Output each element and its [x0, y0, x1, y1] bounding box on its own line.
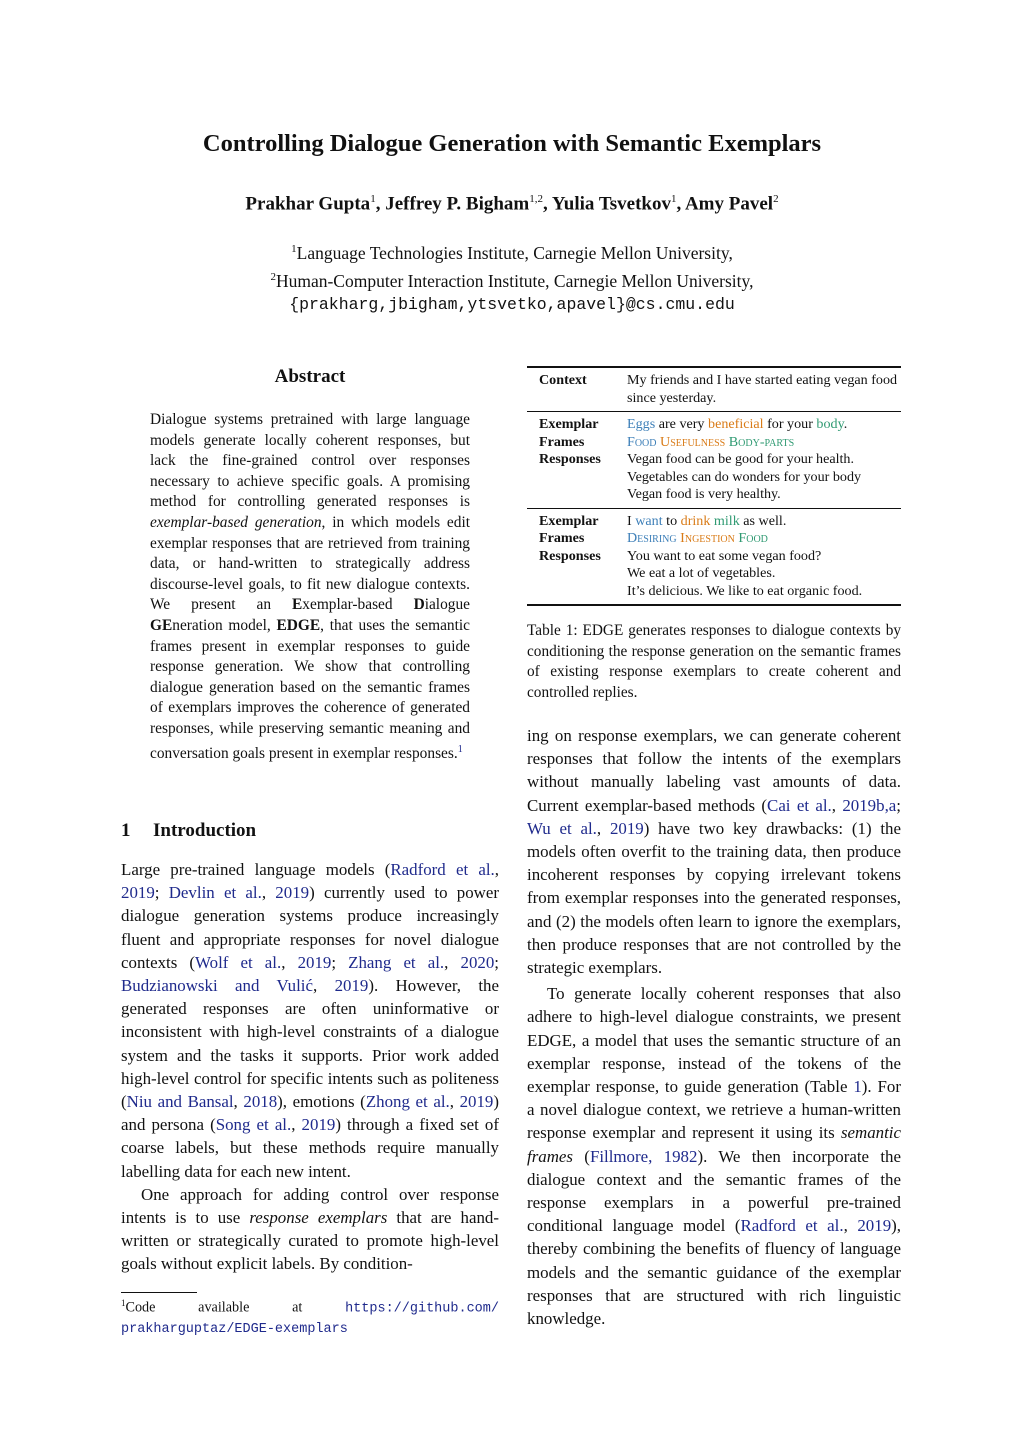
paragraph: ing on response exemplars, we can generate coherent responses that follow the intents of the exemplars without manually labeling vast amounts of data. Current exemplar-based methods (Cai et al., 2019b,a; Wu et al., 2019) have two key drawbacks: (1) the models often overfit to the training data, then produce incoherent responses by copying irrelevant tokens from exemplar responses into the generated responses, and (2) the models often learn to ignore the exemplars, then produce responses that are not controlled by the strategic exemplars.	[527, 726, 901, 978]
author-name: Jeffrey P. Bigham	[385, 193, 530, 215]
frame-label: Food	[627, 433, 657, 450]
abstract-emphasis: exemplar-based generation	[150, 513, 322, 531]
abstract-heading: Abstract	[274, 366, 346, 387]
citation-link[interactable]: Zhong et al.	[365, 1092, 450, 1112]
section-title: Introduction	[153, 820, 257, 841]
footnote	[121, 1294, 499, 1339]
footnote-mark: 1	[121, 1298, 126, 1308]
row-label-line: Exemplar	[539, 512, 599, 529]
citation-link[interactable]: 2018	[243, 1092, 278, 1112]
exemplar-sentence	[627, 513, 901, 531]
section-number: 1	[121, 820, 131, 841]
frame-word: want	[635, 512, 663, 529]
row-label-line: Exemplar	[539, 416, 599, 432]
body-text: (	[572, 1146, 590, 1166]
paper-title: Controlling Dialogue Generation with Semantic Exemplars	[202, 130, 822, 157]
author-emails: {prakharg,jbigham,ytsvetko,apavel}@cs.cmu.edu	[289, 294, 735, 314]
frame-word: drink	[680, 512, 711, 529]
acronym-letter: E	[292, 596, 303, 614]
response-text: You want to eat some vegan food?	[627, 547, 822, 564]
body-text: that are hand-written or strategically curated to promote high-level goals without explicit labels. By condition-	[121, 1208, 499, 1274]
table-row	[527, 368, 901, 411]
paragraph: To generate locally coherent responses that also adhere to high-level dialogue constraints, we present EDGE, a model that uses the semantic structure of an exemplar response, instead of the tokens of the exemplar response, to guide generation (Table 1). For a novel dialogue context, we retrieve a human-written response exemplar and represent it using its semantic frames (Fillmore, 1982). We then incorporate the dialogue context and the semantic frames of the response exemplars in a powerful pre-trained conditional language model (Radford et al., 2019), thereby combining the benefits of fluency of language models and the semantic guidance of the exemplar responses that are structured with rich linguistic knowledge.	[527, 984, 901, 1329]
paragraph: Large pre-trained language models (Radford et al., 2019; Devlin et al., 2019) currently used to power dialogue generation systems produce increasingly fluent and appropriate responses for novel dialogue contexts (Wolf et al., 2019; Zhang et al., 2020; Budzianowski and Vulić, 2019). However, the generated responses are often uninformative or inconsistent with high-level constraints of a dialogue system and the tasks it supports. Prior work added high-level control for specific intents such as politeness (Niu and Bansal, 2018), emotions (Zhong et al., 2019) and persona (Song et al., 2019) through a fixed set of coarse labels, but these methods require manually labelling data for each new intent.	[121, 860, 499, 1181]
citation-link[interactable]: Cai et al.	[767, 795, 832, 815]
citation-link[interactable]: 2019	[301, 1115, 336, 1135]
affiliation-line	[0, 265, 1024, 293]
footnote-text: Code available at	[125, 1299, 346, 1316]
citation-link[interactable]: Devlin et al.	[168, 883, 262, 903]
author-affiliation-mark: 1	[670, 193, 677, 205]
table-row	[527, 412, 901, 508]
row-label	[539, 513, 627, 601]
table-1	[527, 366, 901, 606]
citation-link[interactable]: 2020	[460, 952, 495, 972]
affiliation-text: Human-Computer Interaction Institute, Carnegie Mellon University,	[275, 270, 754, 291]
exemplar-cell	[627, 513, 901, 601]
section-heading	[121, 820, 256, 842]
frame-label: Ingestion	[680, 530, 735, 546]
footnote-rule	[121, 1292, 197, 1293]
citation-link[interactable]: Radford et al.	[740, 1216, 844, 1236]
response-text: Vegan food can be good for your health.	[627, 451, 854, 467]
footnote-url[interactable]: prakharguptaz/EDGE-exemplars	[121, 1321, 348, 1337]
affiliation-text: Language Technologies Institute, Carnegie Mellon University,	[296, 242, 733, 263]
frame-list	[627, 530, 901, 548]
frame-label: Desiring	[627, 530, 677, 546]
citation-link[interactable]: 2019	[297, 952, 332, 972]
affiliation-line	[0, 237, 1024, 265]
body-text: ) currently used to power dialogue generation systems produce increasingly fluent and appropriate responses for novel dialogue contexts (	[121, 883, 499, 972]
author-affiliation-mark: 1,2	[529, 193, 544, 205]
body-text: ) through a fixed set of coarse labels, but these methods require manually labelling data for each new intent.	[121, 1115, 499, 1181]
abstract-text: ialogue	[424, 596, 470, 614]
row-label-line: Frames	[539, 433, 585, 450]
citation-link[interactable]: Wolf et al.	[195, 952, 282, 972]
author-name: Yulia Tsvetkov	[551, 193, 671, 215]
author-list: Prakhar Gupta$^1$, Jeffrey P. Bigham$^{1,2}$, Yulia Tsvetkov$^1$, Amy Pavel$^2$	[245, 193, 779, 215]
footnote-mark[interactable]: 1	[457, 743, 463, 755]
frame-label: Body-parts	[728, 433, 795, 450]
citation-link[interactable]: Zhang et al.	[348, 952, 445, 972]
frame-word: Eggs	[627, 416, 656, 432]
row-label-line: Responses	[539, 451, 601, 467]
citation-link[interactable]: Niu and Bansal	[126, 1092, 234, 1112]
exemplar-text: for your	[763, 416, 817, 432]
body-text: One approach for adding control over response intents is to use	[121, 1184, 499, 1228]
author-affiliation-mark: 1	[370, 193, 376, 205]
abstract-text: xemplar-based	[302, 596, 414, 614]
table-row	[527, 509, 901, 605]
citation-link[interactable]: Radford et al.	[390, 860, 495, 879]
row-label: Context	[539, 372, 587, 388]
exemplar-sentence	[627, 416, 901, 434]
row-label-line: Responses	[539, 547, 601, 564]
acronym-letter: D	[413, 596, 425, 614]
citation-link[interactable]: 2019b,a	[842, 795, 897, 815]
exemplar-text: .	[843, 416, 848, 432]
body-text: ). For a novel dialogue context, we retrieve a human-written response exemplar and represent it using its	[527, 1077, 901, 1143]
frame-label: Usefulness	[660, 433, 726, 450]
emphasis: response exemplars	[249, 1208, 388, 1228]
citation-link[interactable]: 2019	[334, 976, 369, 996]
citation-link[interactable]: Fillmore, 1982	[589, 1146, 698, 1166]
model-name: EDGE	[276, 616, 321, 634]
response-text: Vegan food is very healthy.	[627, 486, 781, 502]
table-bottom-rule	[527, 604, 901, 606]
paragraph	[121, 1183, 499, 1276]
body-text: ), thereby combining the benefits of fluency of language models and the semantic guidance of the exemplar responses that are structured with rich linguistic knowledge.	[527, 1216, 901, 1329]
citation-link[interactable]: 2019	[459, 1092, 494, 1112]
exemplar-text: as well.	[739, 512, 787, 529]
table-caption: Table 1: EDGE generates responses to dialogue contexts by conditioning the response generation on the semantic frames of existing response exemplars to create coherent and controlled replies.	[527, 622, 901, 701]
frame-list	[627, 434, 901, 452]
citation-link[interactable]: 2019	[857, 1216, 892, 1236]
body-text: ). We then incorporate the dialogue context and the semantic frames of the response exemplars in a powerful pre-trained conditional language model (	[527, 1146, 901, 1236]
table-reference-link[interactable]: 1	[853, 1077, 862, 1097]
emphasis: semantic frames	[527, 1123, 901, 1166]
frame-label: Food	[738, 530, 768, 546]
acronym-letter: GE	[150, 616, 173, 634]
affiliation-mark: 1	[291, 243, 297, 255]
frame-word: beneficial	[708, 416, 764, 432]
context-text: My friends and I have started eating vegan food since yesterday.	[627, 372, 898, 406]
intro-body	[121, 858, 499, 1276]
abstract-text: Dialogue systems pretrained with large language models generate locally coherent responses, but lack the fine-grained control over responses necessary to achieve specific goals. A promising method for controlling generated responses is	[150, 411, 470, 511]
body-text: ), emotions (	[277, 1092, 366, 1112]
body-text: ). However, the generated responses are often uninformative or inconsistent with high-level constraints of a dialogue system and the tasks it supports. Prior work added high-level control for specific intents such as politeness (	[121, 976, 499, 1112]
affiliation-mark: 2	[270, 270, 276, 283]
citation-link[interactable]: 2019	[121, 883, 155, 903]
response-text: Vegetables can do wonders for your body	[627, 468, 862, 485]
row-label-line: Frames	[539, 530, 585, 546]
body-text: ) have two key drawbacks: (1) the models often overfit to the training data, then produce incoherent responses by copying irrelevant tokens from exemplar responses into the generated responses, and (2) the models often learn to ignore the exemplars, then produce responses that are not controlled by the strategic exemplars.	[527, 818, 901, 978]
body-text: ) and persona (	[121, 1092, 499, 1135]
body-text: To generate locally coherent responses that also adhere to high-level dialogue constraints, we present EDGE, a model that uses the semantic structure of an exemplar response, instead of the tokens of the exemplar response, to guide generation (Table	[527, 984, 901, 1097]
body-text: ing on response exemplars, we can generate coherent responses that follow the intents of the exemplars without manually labeling vast amounts of data. Current exemplar-based methods (	[527, 726, 901, 815]
response-text: We eat a lot of vegetables.	[627, 565, 776, 581]
citation-link[interactable]: 2019	[609, 818, 644, 838]
exemplar-text: I	[627, 512, 636, 529]
affiliations	[0, 237, 1024, 317]
response-text: It’s delicious. We like to eat organic food.	[627, 582, 863, 599]
citation-link[interactable]: Wu et al.	[527, 818, 597, 838]
abstract-body	[150, 410, 470, 764]
exemplar-cell	[627, 416, 901, 504]
abstract-text: neration model,	[172, 616, 277, 634]
author-affiliation-mark: 2	[773, 193, 779, 205]
author-name: Amy Pavel	[684, 193, 774, 215]
row-label	[539, 416, 627, 504]
footnote-url[interactable]: https://github.com/	[345, 1301, 499, 1317]
exemplar-text: to	[662, 512, 681, 529]
abstract-text: , that uses the semantic frames present in exemplar responses to guide response generation. We show that controlling dialogue generation based on the semantic frames of exemplars improves the coherence of generated responses, while preserving semantic meaning and conversation goals present in exemplar responses.	[150, 616, 471, 762]
citation-link[interactable]: Song et al.	[215, 1115, 292, 1135]
citation-link[interactable]: Budzianowski and Vulić	[121, 976, 313, 996]
abstract-text: , in which models edit exemplar responses that are retrieved from training data, or hand-written to strategically address discourse-level goals, to fit new dialogue contexts. We present an	[150, 513, 471, 614]
frame-word: body	[816, 416, 844, 432]
body-text: Large pre-trained language models (	[121, 860, 391, 879]
exemplar-text: are very	[655, 416, 709, 432]
frame-word: milk	[713, 512, 740, 529]
author-name: Prakhar Gupta	[245, 193, 371, 215]
right-column-body	[527, 724, 901, 1330]
citation-link[interactable]: 2019	[275, 883, 310, 903]
